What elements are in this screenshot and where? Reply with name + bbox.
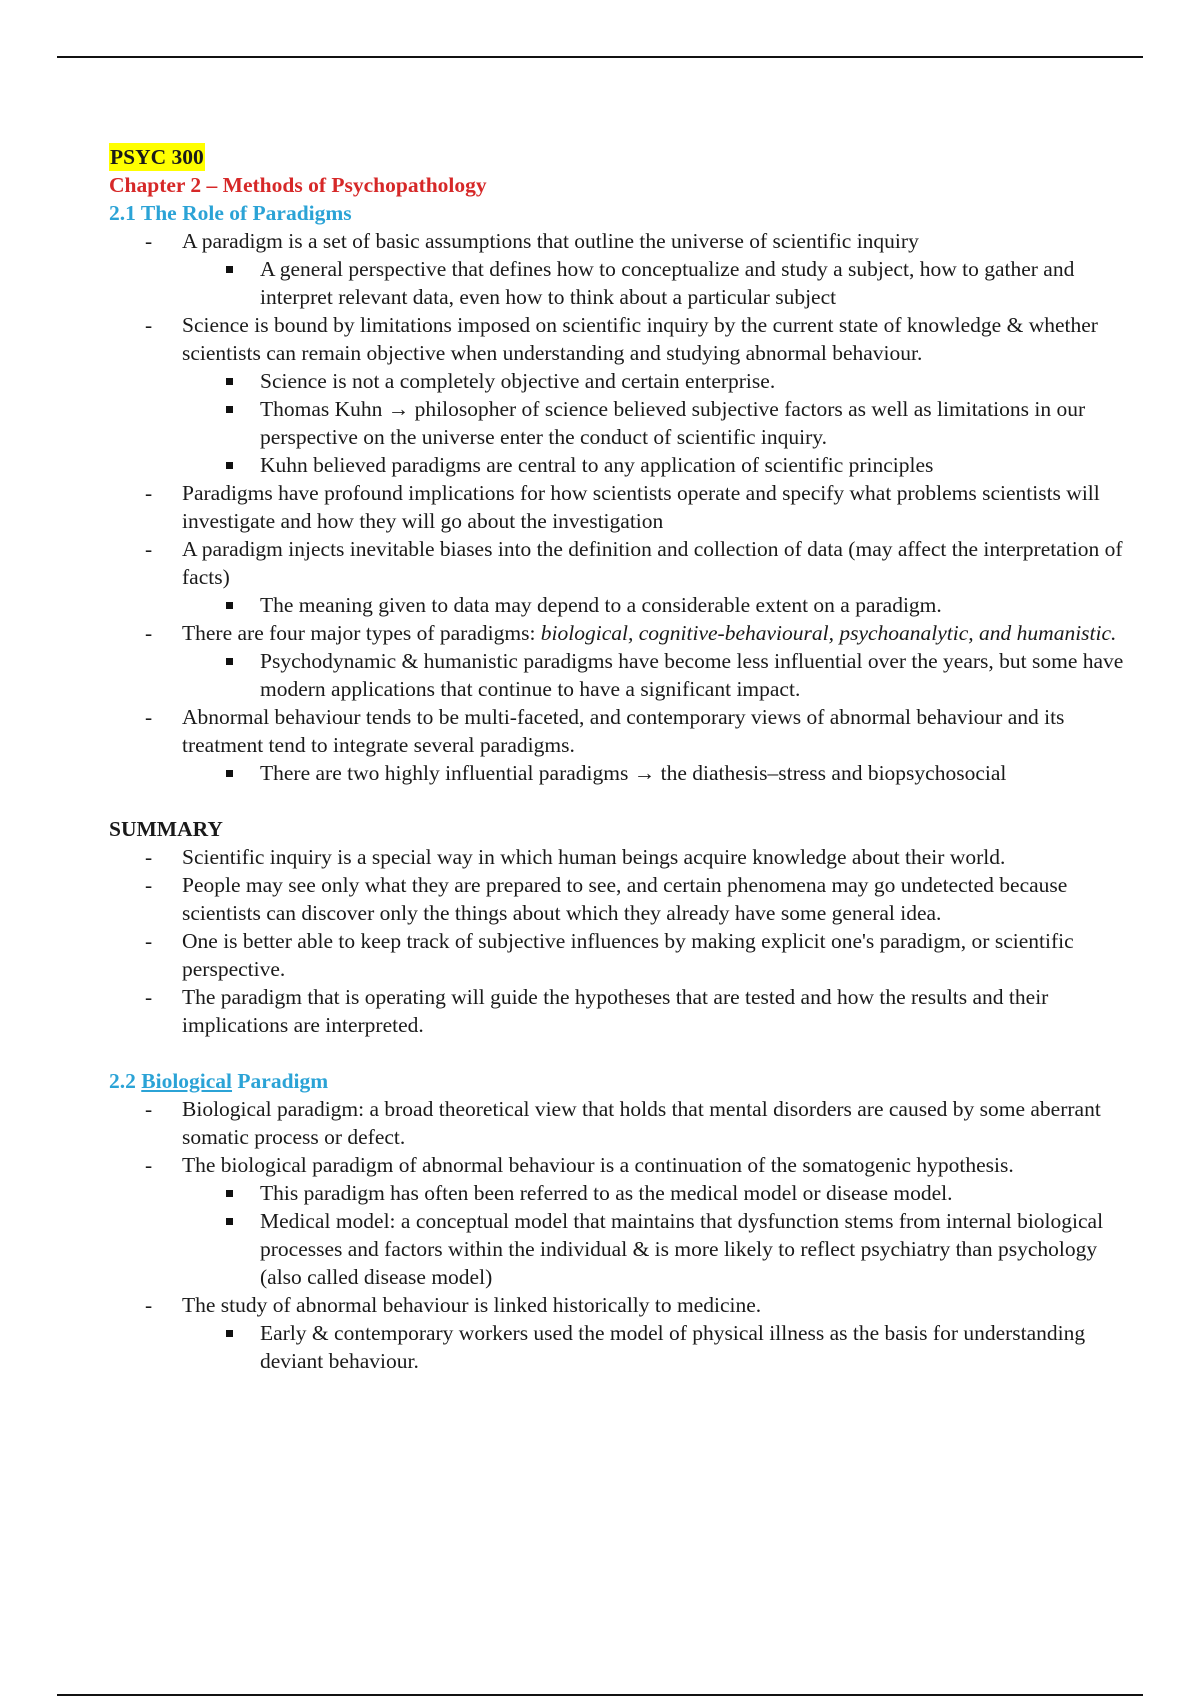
sub-list-item: The meaning given to data may depend to a considerable extent on a paradigm. bbox=[109, 591, 1129, 619]
list-item: - People may see only what they are prepared to see, and certain phenomena may go undetected because scientists can discover only the things about which they already have some general idea. bbox=[109, 871, 1129, 927]
section-1-list bbox=[109, 227, 1129, 787]
document-body bbox=[109, 143, 1129, 1375]
sub-list-item: Medical model: a conceptual model that maintains that dysfunction stems from internal biological processes and factors within the individual & is more likely to reflect psychiatry than psychology (also called disease model) bbox=[109, 1207, 1129, 1291]
list-item: - Biological paradigm: a broad theoretical view that holds that mental disorders are caused by some aberrant somatic process or defect. bbox=[109, 1095, 1129, 1151]
summary-list bbox=[109, 843, 1129, 1039]
list-item: - One is better able to keep track of subjective influences by making explicit one's paradigm, or scientific perspective. bbox=[109, 927, 1129, 983]
list-item: - Science is bound by limitations imposed on scientific inquiry by the current state of knowledge & whether scientists can remain objective when understanding and studying abnormal behaviour. Science is not a completely objective and certain enterprise. Thomas Kuhn → philosopher of science believed subjective factors as well as limitations in our perspective on the universe enter the conduct of scientific inquiry. Kuhn believed paradigms are central to any application of scientific principles bbox=[109, 311, 1129, 479]
list-item: - A paradigm is a set of basic assumptions that outline the universe of scientific inquiry A general perspective that defines how to conceptualize and study a subject, how to gather and interpret relevant data, even how to think about a particular subject bbox=[109, 227, 1129, 311]
section-1-title: 2.1 The Role of Paradigms bbox=[109, 201, 352, 225]
chapter-title: Chapter 2 – Methods of Psychopathology bbox=[109, 173, 487, 197]
sub-list-item: Psychodynamic & humanistic paradigms have become less influential over the years, but some have modern applications that continue to have a significant impact. bbox=[109, 647, 1129, 703]
sub-list-item: Science is not a completely objective and certain enterprise. bbox=[109, 367, 1129, 395]
sub-list-item: This paradigm has often been referred to as the medical model or disease model. bbox=[109, 1179, 1129, 1207]
list-item: - Abnormal behaviour tends to be multi-faceted, and contemporary views of abnormal behaviour and its treatment tend to integrate several paradigms. There are two highly influential paradigms → the diathesis–stress and biopsychosocial bbox=[109, 703, 1129, 787]
list-item: - The paradigm that is operating will guide the hypotheses that are tested and how the results and their implications are interpreted. bbox=[109, 983, 1129, 1039]
sub-list-item: Early & contemporary workers used the model of physical illness as the basis for understanding deviant behaviour. bbox=[109, 1319, 1129, 1375]
course-code: PSYC 300 bbox=[110, 145, 204, 169]
section-2-title: 2.2 Biological Paradigm bbox=[109, 1069, 329, 1093]
list-item: - A paradigm injects inevitable biases into the definition and collection of data (may affect the interpretation of facts) The meaning given to data may depend to a considerable extent on a paradigm. bbox=[109, 535, 1129, 619]
biological-link[interactable]: Biological bbox=[141, 1069, 233, 1093]
section-2-list bbox=[109, 1095, 1129, 1375]
top-rule bbox=[57, 56, 1143, 58]
list-item: - The study of abnormal behaviour is linked historically to medicine. Early & contemporary workers used the model of physical illness as the basis for understanding deviant behaviour. bbox=[109, 1291, 1129, 1375]
bottom-rule bbox=[57, 1694, 1143, 1696]
sub-list-item: There are two highly influential paradigms → the diathesis–stress and biopsychosocial bbox=[109, 759, 1129, 787]
sub-list-item: Kuhn believed paradigms are central to any application of scientific principles bbox=[109, 451, 1129, 479]
list-item: - There are four major types of paradigms: biological, cognitive-behavioural, psychoanalytic, and humanistic. Psychodynamic & humanistic paradigms have become less influential over the years, but some have modern applications that continue to have a significant impact. bbox=[109, 619, 1129, 703]
list-item: - The biological paradigm of abnormal behaviour is a continuation of the somatogenic hypothesis. This paradigm has often been referred to as the medical model or disease model. Medical model: a conceptual model that maintains that dysfunction stems from internal biological processes and factors within the individual & is more likely to reflect psychiatry than psychology (also called disease model) bbox=[109, 1151, 1129, 1291]
paradigm-types: biological, cognitive-behavioural, psychoanalytic, and humanistic. bbox=[540, 621, 1117, 645]
list-item: - Paradigms have profound implications for how scientists operate and specify what problems scientists will investigate and how they will go about the investigation bbox=[109, 479, 1129, 535]
sub-list-item: A general perspective that defines how to conceptualize and study a subject, how to gather and interpret relevant data, even how to think about a particular subject bbox=[109, 255, 1129, 311]
sub-list-item: Thomas Kuhn → philosopher of science believed subjective factors as well as limitations in our perspective on the universe enter the conduct of scientific inquiry. bbox=[109, 395, 1129, 451]
list-item: - Scientific inquiry is a special way in which human beings acquire knowledge about their world. bbox=[109, 843, 1129, 871]
summary-heading: SUMMARY bbox=[109, 817, 223, 841]
